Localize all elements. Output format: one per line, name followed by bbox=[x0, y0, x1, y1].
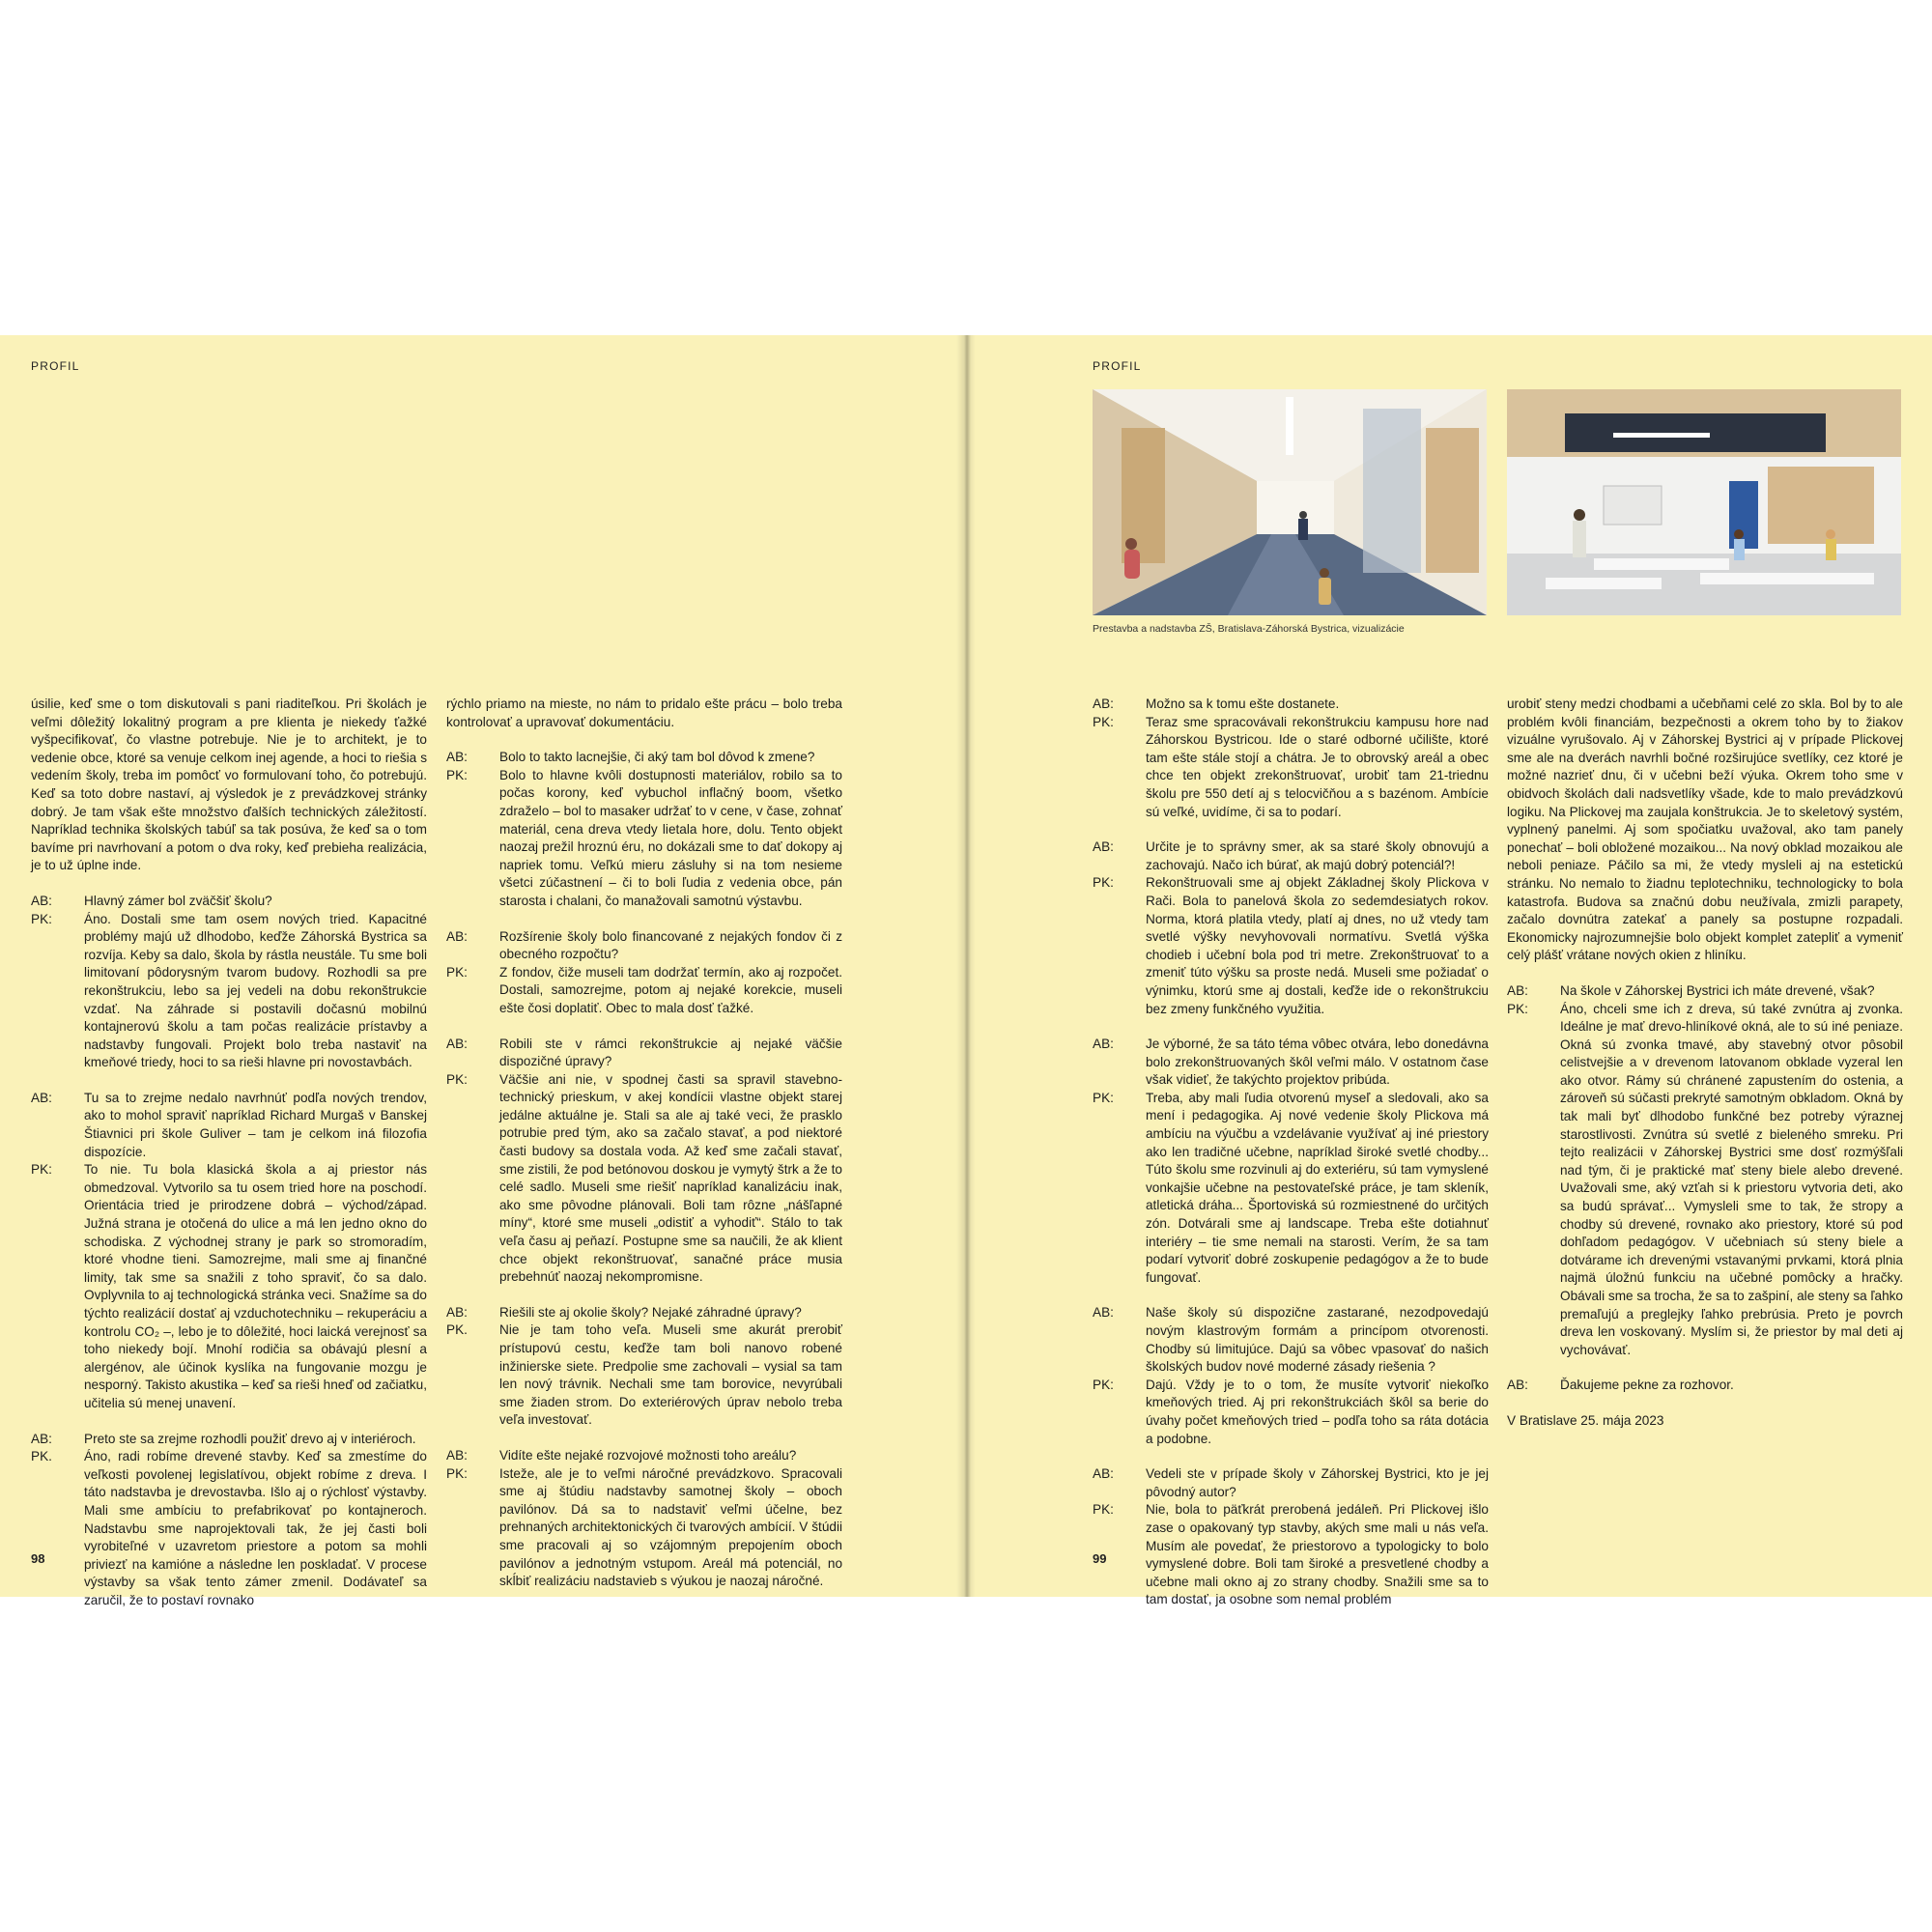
interview-text: Teraz sme spracovávali rekonštrukciu kampusu hore nad Záhorskou Bystricou. Ide o staré odborné učilište, ktoré tam ešte stále stojí a chátra. Je to obrovský areál a obec chce ten objekt zrekonštruovať, urobiť tam 21-triednu školu pre 550 detí aj s telocvičňou a s bazénom. Ambície sú veľké, uvidíme, či sa to podarí. bbox=[1146, 714, 1489, 819]
interview-exchange bbox=[1093, 838, 1489, 1018]
interview-line bbox=[1507, 1001, 1903, 1360]
speaker-label: PK: bbox=[446, 964, 468, 980]
interview-line bbox=[31, 911, 427, 1072]
speaker-label: PK: bbox=[446, 1071, 468, 1087]
right-section-label: PROFIL bbox=[1093, 359, 1142, 373]
interview-text: Riešili ste aj okolie školy? Nejaké záhradné úpravy? bbox=[499, 1304, 802, 1320]
left-page-number: 98 bbox=[31, 1551, 45, 1566]
interview-text: Nie, bola to päťkrát prerobená jedáleň. Pri Plickovej išlo zase o opakovaný typ stavby, akých sme mali u nás veľa. Musím ale povedať, že priestorovo a typologicky to bolo vymyslené dobre. Boli tam široké a presvetlené chodby a učebne mali okno aj zo strany chodby. Snažili sme sa to tam dostať, ja osobne som nemal problém bbox=[1146, 1502, 1489, 1607]
speaker-label: AB: bbox=[31, 1431, 52, 1446]
interview-text: Treba, aby mali ľudia otvorenú myseľ a sledovali, ako sa mení i pedagogika. Aj nové vedenie školy Plickova má ambíciu na výučbu a vzdelávanie využívať aj iné priestory ako len tradičné učebne, napríklad široké svetlé chodby... Túto školu sme rozvinuli aj do exteriéru, sú tam vymyslené vonkajšie učebne na pestovateľské práce, je tam skleník, atletická dráha... Športoviská sú rozmiestnené do určitých zón. Dotvárali sme aj landscape. Treba ešte dotiahnuť interiéry – tie sme nemali na starosti. Verím, že sa tam podarí vytvoriť dobré zoskupenie pedagógov a že to bude fungovať. bbox=[1146, 1090, 1489, 1285]
interview-text: Nie je tam toho veľa. Museli sme akurát prerobiť prístupovú cestu, keďže tam boli nanovo robené inžinierske siete. Predpolie sme zachovali – vysial sa tam len nový trávnik. Nechali sme tam borovice, nevyrúbali sme žiaden strom. Do exteriérových úprav nebolo treba veľa investovať. bbox=[499, 1322, 842, 1428]
speaker-label: PK: bbox=[1507, 1001, 1528, 1016]
interview-line bbox=[446, 767, 842, 911]
speaker-label: AB: bbox=[446, 928, 468, 944]
interview-text: Dajú. Vždy je to o tom, že musíte vytvoriť niekoľko kmeňových tried. Aj pri rekonštrukciách škôl sa berie do úvahy počet kmeňových tried – podľa toho sa ráta dotácia a podobne. bbox=[1146, 1377, 1489, 1446]
right-page-column-1 bbox=[1093, 696, 1489, 1627]
speaker-label: PK. bbox=[31, 1449, 52, 1464]
interview-line bbox=[1093, 874, 1489, 1018]
interview-text: Áno, chceli sme ich z dreva, sú také zvnútra aj zvonka. Ideálne je mať drevo-hliníkové okná, ale to sú iné peniaze. Okná sú zvonka tmavé, aby stavebný otvor pôsobil celistvejšie a v drevenom latovanom obklade vyzeral len ako otvor. Rámy sú chránené zapustením do ostenia, a zároveň sú súčasti prekryté samotným obkladom. Okná by tak mali byť dlhodobo funkčné bez potreby výraznej starostlivosti. Zvnútra sú svetlé z bieleného smreku. Pri tejto realizácii v Záhorskej Bystrici sme dosť rozmýšľali nad tým, či je praktické mať steny biele alebo drevené. Uvažovali sme, aký vzťah si k priestoru vytvoria deti, ako sa budú správať... Vymysleli sme to tak, že stropy a chodby sú drevené, rovnako ako priestory, ktoré sú pod dohľadom pedagógov. V učebniach sú steny biele a dotvárame ich drevenými vstavanými prvkami, ktorá plnia najmä úložnú funkciu na učebné pomôcky a hračky. Obávali sme sa trocha, že sa to zašpiní, ale steny sa ľahko premaľujú a preglejky ľahko prebrúsia. Preto je povrch dreva len voskovaný. Myslím si, že priestor by mal deti aj vychovávať. bbox=[1560, 1001, 1903, 1357]
interview-line bbox=[31, 1448, 427, 1609]
interview-exchange bbox=[1093, 1304, 1489, 1448]
interview-line bbox=[446, 1321, 842, 1430]
speaker-label: AB: bbox=[31, 1090, 52, 1105]
speaker-label: AB: bbox=[1507, 1378, 1528, 1393]
interview-line bbox=[31, 893, 427, 911]
interview-line bbox=[446, 964, 842, 1018]
corridor-visualization-image bbox=[1093, 389, 1487, 615]
interview-exchange bbox=[1093, 696, 1489, 821]
left-page-column-1 bbox=[31, 696, 427, 1628]
interview-exchange bbox=[1507, 982, 1903, 1359]
interview-line bbox=[446, 1465, 842, 1591]
classroom-visualization-image bbox=[1507, 389, 1901, 615]
body-paragraph: urobiť steny medzi chodbami a učebňami celé zo skla. Bol by to ale problém kvôli financiám, bezpečnosti a okrem toho by to žiakov vizuálne vyrušovalo. Aj v Záhorskej Bystrici aj v prípade Plickovej sme ale na dverách navrhli bočné rozširujúce svetlíky, cez ktoré je možné nazrieť dnu, či v učebni beží výuka. Okrem toho sme v obidvoch školách dali nadsvetlíky všade, kde to malo prevádzkovú logiku. Na Plickovej ma zaujala konštrukcia. Je to skeletový systém, vyplnený panelmi. Aj som spočiatku uvažoval, ako tam panely ponechať – boli obložené mozaikou... Na nový obklad mozaikou ale neboli peniaze. Páčilo sa mi, že vtedy mysleli aj na estetickú stránku. No nemalo to žiadnu teplotechniku, technologicky to bola katastrofa. Budova sa značnú dobu neužívala, zmizli parapety, začalo dovnútra zatekať a panely sa postupne rozpadali. Ekonomicky najrozumnejšie bolo objekt komplet zatepliť a vymeniť celý plášť vrátane nových okien z hliníku. bbox=[1507, 696, 1903, 963]
speaker-label: PK: bbox=[1093, 714, 1114, 729]
speaker-label: PK: bbox=[1093, 1502, 1114, 1518]
left-page-column-2 bbox=[446, 696, 842, 1608]
interview-exchange bbox=[31, 1431, 427, 1610]
image-caption: Prestavba a nadstavba ZŠ, Bratislava-Záhorská Bystrica, vizualizácie bbox=[1093, 623, 1405, 635]
speaker-label: PK: bbox=[446, 767, 468, 782]
interview-text: Áno, radi robíme drevené stavby. Keď sa zmestíme do veľkosti povolenej legislatívou, objekt robíme z dreva. I táto nadstavba je drevostavba. Išlo aj o rýchlosť výstavby. Mali sme ambíciu to prefabrikovať po kontajneroch. Nadstavbu sme naprojektovali tak, že jej časti boli vyrobiteľné v uzavretom priestore a potom sa mohli priviezť na kamióne a následne len poskladať. V procese výstavby sa však tento zámer zmenil. Dodávateľ sa zaručil, že to postaví rovnako bbox=[84, 1449, 427, 1607]
interview-text: Rekonštruovali sme aj objekt Základnej školy Plickova v Rači. Bola to panelová škola zo sedemdesiatych rokov. Norma, ktorá platila vtedy, platí aj dnes, no už vtedy tam svetlé výšky nevyhovovali normatívu. Svetlá výška chodieb i učební bola pod tri metre. Zrekonštruovať to a zmeniť túto výšku sa proste nedá. Museli sme požiadať o výnimku, ktorú sme aj dostali, keďže ide o rekonštrukciu bez zmeny funkčného využitia. bbox=[1146, 875, 1489, 1016]
interview-line bbox=[446, 1071, 842, 1287]
body-paragraph: V Bratislave 25. mája 2023 bbox=[1507, 1412, 1664, 1428]
interview-exchange bbox=[446, 749, 842, 910]
interview-exchange bbox=[1093, 1465, 1489, 1609]
speaker-label: PK: bbox=[446, 1465, 468, 1481]
interview-text: Je výborné, že sa táto téma vôbec otvára, lebo donedávna bolo zrekonštruovaných škôl veľmi málo. V ostatnom čase však vidieť, že takýchto projektov pribúda. bbox=[1146, 1037, 1489, 1088]
speaker-label: AB: bbox=[1507, 982, 1528, 998]
interview-text: Áno. Dostali sme tam osem nových tried. Kapacitné problémy majú už dlhodobo, keďže Záhorská Bystrica sa rozvíja. Keby sa dalo, škola by rástla neustále. Tu sme boli limitovaní pôdorysným tvarom budovy. Rozhodli sa pre rekonštrukciu, lebo sa jej vedeli na dobu rekonštrukcie vzdať. Na záhrade si postavili dočasnú mobilnú kontajnerovú školu a tam počas realizácie prístavby a nadstavby fungovali. Projekt bolo treba nastaviť na kmeňové triedy, hoci to sa rieši hlavne pri novostavbách. bbox=[84, 911, 427, 1070]
speaker-label: AB: bbox=[1093, 839, 1114, 855]
speaker-label: AB: bbox=[1093, 696, 1114, 711]
interview-text: To nie. Tu bola klasická škola a aj priestor nás obmedzoval. Vytvorilo sa tu osem tried hore na poschodí. Orientácia tried je prirodzene dobrá – východ/západ. Južná strana je otočená do ulice a má len jedno okno do schodiska. Z východnej strany je park so stromoradím, ktoré vhodne tieni. Samozrejme, mali sme aj finančné limity, tak sme sa snažili z toho spraviť, čo sa dalo. Ovplyvnila to aj technologická stránka veci. Snažíme sa do týchto realizácií dostať aj vzduchotechniku – rekuperáciu a kontrolu CO₂ –, lebo je to dôležité, hoci laická verejnosť sa toho niekedy bojí. Mnohí rodičia sa obávajú plesní a alergénov, ale účinok kyslíka na fungovanie mozgu je nesporný. Takisto akustika – keď sa rieši hneď od začiatku, učitelia sú menej unavení. bbox=[84, 1162, 427, 1410]
interview-line bbox=[1093, 1465, 1489, 1501]
interview-line bbox=[1093, 714, 1489, 822]
interview-exchange bbox=[446, 1447, 842, 1591]
interview-text: Naše školy sú dispozične zastarané, nezodpovedajú novým klastrovým formám a princípom otvorenosti. Chodby sú limitujúce. Dajú sa vôbec vpasovať do našich školských budov nové moderné zásady riešenia ? bbox=[1146, 1305, 1489, 1375]
interview-exchange bbox=[1093, 1036, 1489, 1287]
interview-text: Väčšie ani nie, v spodnej časti sa spravil stavebno-technický prieskum, v akej kondícii vlastne objekt starej jedálne aktuálne je. Stali sa ale aj také veci, že prasklo potrubie pred tým, ako sa začalo stavať, a pod niektoré časti budovy sa dostala voda. Až keď sme začali stavať, sme zistili, že pod betónovou doskou je vymytý štrk a že to celé sadlo. Museli sme riešiť napríklad kanalizáciu inak, ako sme pôvodne plánovali. Boli tam rôzne „nášľapné míny“, ktoré sme museli „odistiť a vyhodiť“. Stálo to tak veľa času aj peňazí. Postupne sme sa naučili, že ak klient chce objekt rekonštruovať, sanačné práce musia prebehnúť naozaj nekompromisne. bbox=[499, 1071, 842, 1285]
interview-text: Robili ste v rámci rekonštrukcie aj nejaké väčšie dispozičné úpravy? bbox=[499, 1036, 842, 1069]
interview-text: Určite je to správny smer, ak sa staré školy obnovujú a zachovajú. Načo ich búrať, ak majú dobrý potenciál?! bbox=[1146, 839, 1489, 872]
speaker-label: AB: bbox=[31, 893, 52, 908]
speaker-label: AB: bbox=[1093, 1037, 1114, 1052]
right-page-number: 99 bbox=[1093, 1551, 1107, 1566]
interview-text: Tu sa to zrejme nedalo navrhnúť podľa nových trendov, ako to mohol spraviť napríklad Richard Murgaš v Banskej Štiavnici pri škole Guliver – tam je celkom iná filozofia dispozície. bbox=[84, 1090, 427, 1159]
interview-line bbox=[1093, 1304, 1489, 1376]
interview-text: Ďakujeme pekne za rozhovor. bbox=[1560, 1378, 1734, 1393]
interview-line bbox=[31, 1431, 427, 1449]
interview-exchange bbox=[446, 928, 842, 1018]
interview-text: Vidíte ešte nejaké rozvojové možnosti toho areálu? bbox=[499, 1447, 797, 1463]
spine-gutter bbox=[956, 335, 976, 1597]
interview-exchange bbox=[446, 1036, 842, 1287]
interview-text: Preto ste sa zrejme rozhodli použiť drevo aj v interiéroch. bbox=[84, 1431, 416, 1446]
interview-line bbox=[1093, 696, 1489, 714]
speaker-label: PK: bbox=[31, 1162, 52, 1178]
interview-line bbox=[446, 1304, 842, 1322]
interview-line bbox=[1093, 838, 1489, 874]
speaker-label: AB: bbox=[446, 1036, 468, 1051]
interview-text: Na škole v Záhorskej Bystrici ich máte drevené, však? bbox=[1560, 982, 1875, 998]
left-section-label: PROFIL bbox=[31, 359, 80, 373]
speaker-label: PK: bbox=[31, 911, 52, 926]
right-page-column-2 bbox=[1507, 696, 1903, 1448]
interview-exchange bbox=[1507, 1377, 1903, 1395]
body-paragraph: úsilie, keď sme o tom diskutovali s pani riaditeľkou. Pri školách je veľmi dôležitý lokalitný program a pre klienta je niekedy ťažké vyšpecifikovať, čo vlastne potrebuje. Nie je to architekt, je to vedenie obce, ktoré sa venuje celkom inej agende, a hoci to riešia s vedením školy, treba im pomôcť vo formulovaní toho, čo potrebujú. Keď sa toto dobre nastaví, aj výsledok je z prevádzkovej stránky dobrý. Je tam však ešte množstvo ďalších technických záležitostí. Napríklad technika školských tabúľ sa tak posúva, že keď sa o tom bavíme pri navrhovaní a potom o dva roky, keď prebieha realizácia, je to už úplne inde. bbox=[31, 696, 427, 873]
interview-text: Vedeli ste v prípade školy v Záhorskej Bystrici, kto je jej pôvodný autor? bbox=[1146, 1466, 1489, 1499]
speaker-label: PK: bbox=[1093, 1090, 1114, 1105]
interview-line bbox=[1093, 1501, 1489, 1609]
interview-text: Hlavný zámer bol zväčšiť školu? bbox=[84, 893, 272, 908]
interview-text: Isteže, ale je to veľmi náročné prevádzkovo. Spracovali sme aj štúdiu nadstavby samotnej školy – oboch pavilónov. Dá sa to nadstaviť veľmi účelne, bez prehnaných architektonických či tvarových ambícií. V štúdii sme pracovali aj so vzájomným prepojením oboch pavilónov a jednotným vstupom. Areál má potenciál, no skĺbiť realizáciu nadstavieb s výukou je naozaj náročné. bbox=[499, 1465, 842, 1589]
interview-text: Bolo to hlavne kvôli dostupnosti materiálov, robilo sa to počas korony, keď vybuchol inflačný boom, všetko zdraželo – bol to masaker udržať to v cene, v čase, zohnať materiál, cena dreva vtedy lietala hore, dolu. Tento objekt naozaj prežil hroznú éru, no dokázali sme to dať dokopy aj napriek tomu. Veľkú mieru zásluhy si na tom nesieme všetci zúčastnení – či to boli ľudia z vedenia obce, pán starosta i chalani, čo manažovali samotnú výstavbu. bbox=[499, 767, 842, 908]
speaker-label: AB: bbox=[446, 1304, 468, 1320]
interview-text: Možno sa k tomu ešte dostanete. bbox=[1146, 696, 1340, 711]
body-paragraph: rýchlo priamo na mieste, no nám to pridalo ešte prácu – bolo treba kontrolovať a upravovať dokumentáciu. bbox=[446, 696, 842, 729]
speaker-label: PK. bbox=[446, 1322, 468, 1338]
interview-line bbox=[1093, 1090, 1489, 1288]
interview-line bbox=[446, 1036, 842, 1071]
interview-exchange bbox=[446, 1304, 842, 1430]
interview-line bbox=[1507, 1377, 1903, 1395]
interview-line bbox=[1093, 1036, 1489, 1090]
interview-line bbox=[1507, 982, 1903, 1001]
interview-line bbox=[446, 928, 842, 964]
interview-line bbox=[1093, 1377, 1489, 1448]
interview-line bbox=[31, 1090, 427, 1161]
speaker-label: AB: bbox=[1093, 1466, 1114, 1482]
corridor-visualization-svg bbox=[1093, 389, 1487, 615]
speaker-label: AB: bbox=[446, 750, 468, 765]
interview-line bbox=[31, 1161, 427, 1412]
speaker-label: AB: bbox=[446, 1447, 468, 1463]
speaker-label: PK: bbox=[1093, 1377, 1114, 1392]
interview-line bbox=[446, 749, 842, 767]
interview-text: Bolo to takto lacnejšie, či aký tam bol dôvod k zmene? bbox=[499, 750, 815, 765]
interview-line bbox=[446, 1447, 842, 1465]
classroom-visualization-svg bbox=[1507, 389, 1901, 615]
speaker-label: PK: bbox=[1093, 875, 1114, 891]
interview-text: Z fondov, čiže museli tam dodržať termín, ako aj rozpočet. Dostali, samozrejme, potom aj nejaké korekcie, museli ešte čosi doplatiť. Obec to mala dosť ťažké. bbox=[499, 964, 842, 1015]
interview-exchange bbox=[31, 1090, 427, 1413]
interview-exchange bbox=[31, 893, 427, 1072]
interview-text: Rozšírenie školy bolo financované z nejakých fondov či z obecného rozpočtu? bbox=[499, 928, 842, 962]
speaker-label: AB: bbox=[1093, 1305, 1114, 1321]
